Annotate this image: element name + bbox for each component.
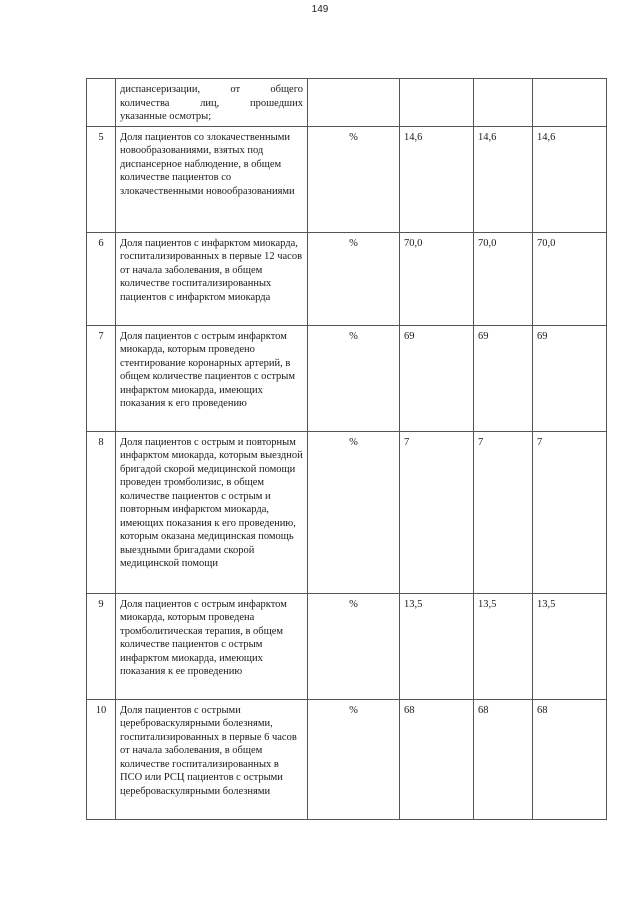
value-year-3-cell: 68 [533,699,607,819]
indicator-name-cell: Доля пациентов с острым и повторным инфарктом миокарда, которым выездной бригадой скорой медицинской помощи проведен тромболизис, в общем количестве пациентов с острым и повторным инфарктом миокарда, имеющих показания к его проведению, которым оказана медицинская помощь выездными бригадами скорой медицинской помощи [116,431,308,593]
unit-cell: % [308,593,400,699]
unit-cell: % [308,699,400,819]
indicator-name-cell: Доля пациентов с острым инфарктом миокарда, которым проведена тромболитическая терапия, в общем количестве пациентов с острым инфарктом миокарда, имеющих показания к ее проведению [116,593,308,699]
value-year-3-cell: 13,5 [533,593,607,699]
indicator-name-cell: Доля пациентов с инфарктом миокарда, госпитализированных в первые 12 часов от начала заболевания, в общем количестве госпитализированных пациентов с инфарктом миокарда [116,232,308,325]
indicator-name-cell: Доля пациентов с острыми цереброваскулярными болезнями, госпитализированных в первые 6 часов от начала заболевания, в общем количестве госпитализированных в ПСО или РСЦ пациентов с острыми цереброваскулярными болезнями [116,699,308,819]
value-year-1-cell: 7 [400,431,474,593]
row-number-cell: 10 [87,699,116,819]
row-number-cell: 5 [87,126,116,232]
indicator-name-cell: Доля пациентов со злокачественными новообразованиями, взятых под диспансерное наблюдение, в общем количестве пациентов со злокачественными новообразованиями [116,126,308,232]
value-year-2-cell: 14,6 [474,126,533,232]
value-year-1-cell: 68 [400,699,474,819]
row-number-cell: 9 [87,593,116,699]
unit-cell: % [308,325,400,431]
value-year-1-cell: 69 [400,325,474,431]
value-year-1-cell: 13,5 [400,593,474,699]
value-year-2-cell: 69 [474,325,533,431]
indicator-name-cell [116,79,308,127]
row-number-cell: 6 [87,232,116,325]
value-year-3-cell: 7 [533,431,607,593]
value-year-2-cell: 7 [474,431,533,593]
indicator-name-cell: Доля пациентов с острым инфарктом миокарда, которым проведено стентирование коронарных артерий, в общем количестве пациентов с острым инфарктом миокарда, имеющих показания к его проведению [116,325,308,431]
value-year-2-cell [474,79,533,127]
table-row-7 [87,325,607,431]
row-number-cell [87,79,116,127]
table-row-continuation [87,79,607,127]
indicators-table [86,78,607,820]
table-row-6 [87,232,607,325]
unit-cell [308,79,400,127]
continuation-line-2: количества лиц, прошедших [120,97,303,109]
value-year-1-cell: 70,0 [400,232,474,325]
row-number-cell: 7 [87,325,116,431]
unit-cell: % [308,232,400,325]
unit-cell: % [308,431,400,593]
value-year-3-cell: 14,6 [533,126,607,232]
table-row-8 [87,431,607,593]
unit-cell: % [308,126,400,232]
table-row-5 [87,126,607,232]
continuation-line-3: указанные осмотры; [120,111,212,122]
table-row-9 [87,593,607,699]
value-year-3-cell [533,79,607,127]
continuation-line-1: диспансеризации, от общего [120,84,303,95]
value-year-3-cell: 69 [533,325,607,431]
value-year-2-cell: 13,5 [474,593,533,699]
value-year-2-cell: 68 [474,699,533,819]
value-year-3-cell: 70,0 [533,232,607,325]
row-number-cell: 8 [87,431,116,593]
page-number: 149 [311,4,329,15]
table-row-10 [87,699,607,819]
value-year-1-cell [400,79,474,127]
value-year-1-cell: 14,6 [400,126,474,232]
value-year-2-cell: 70,0 [474,232,533,325]
